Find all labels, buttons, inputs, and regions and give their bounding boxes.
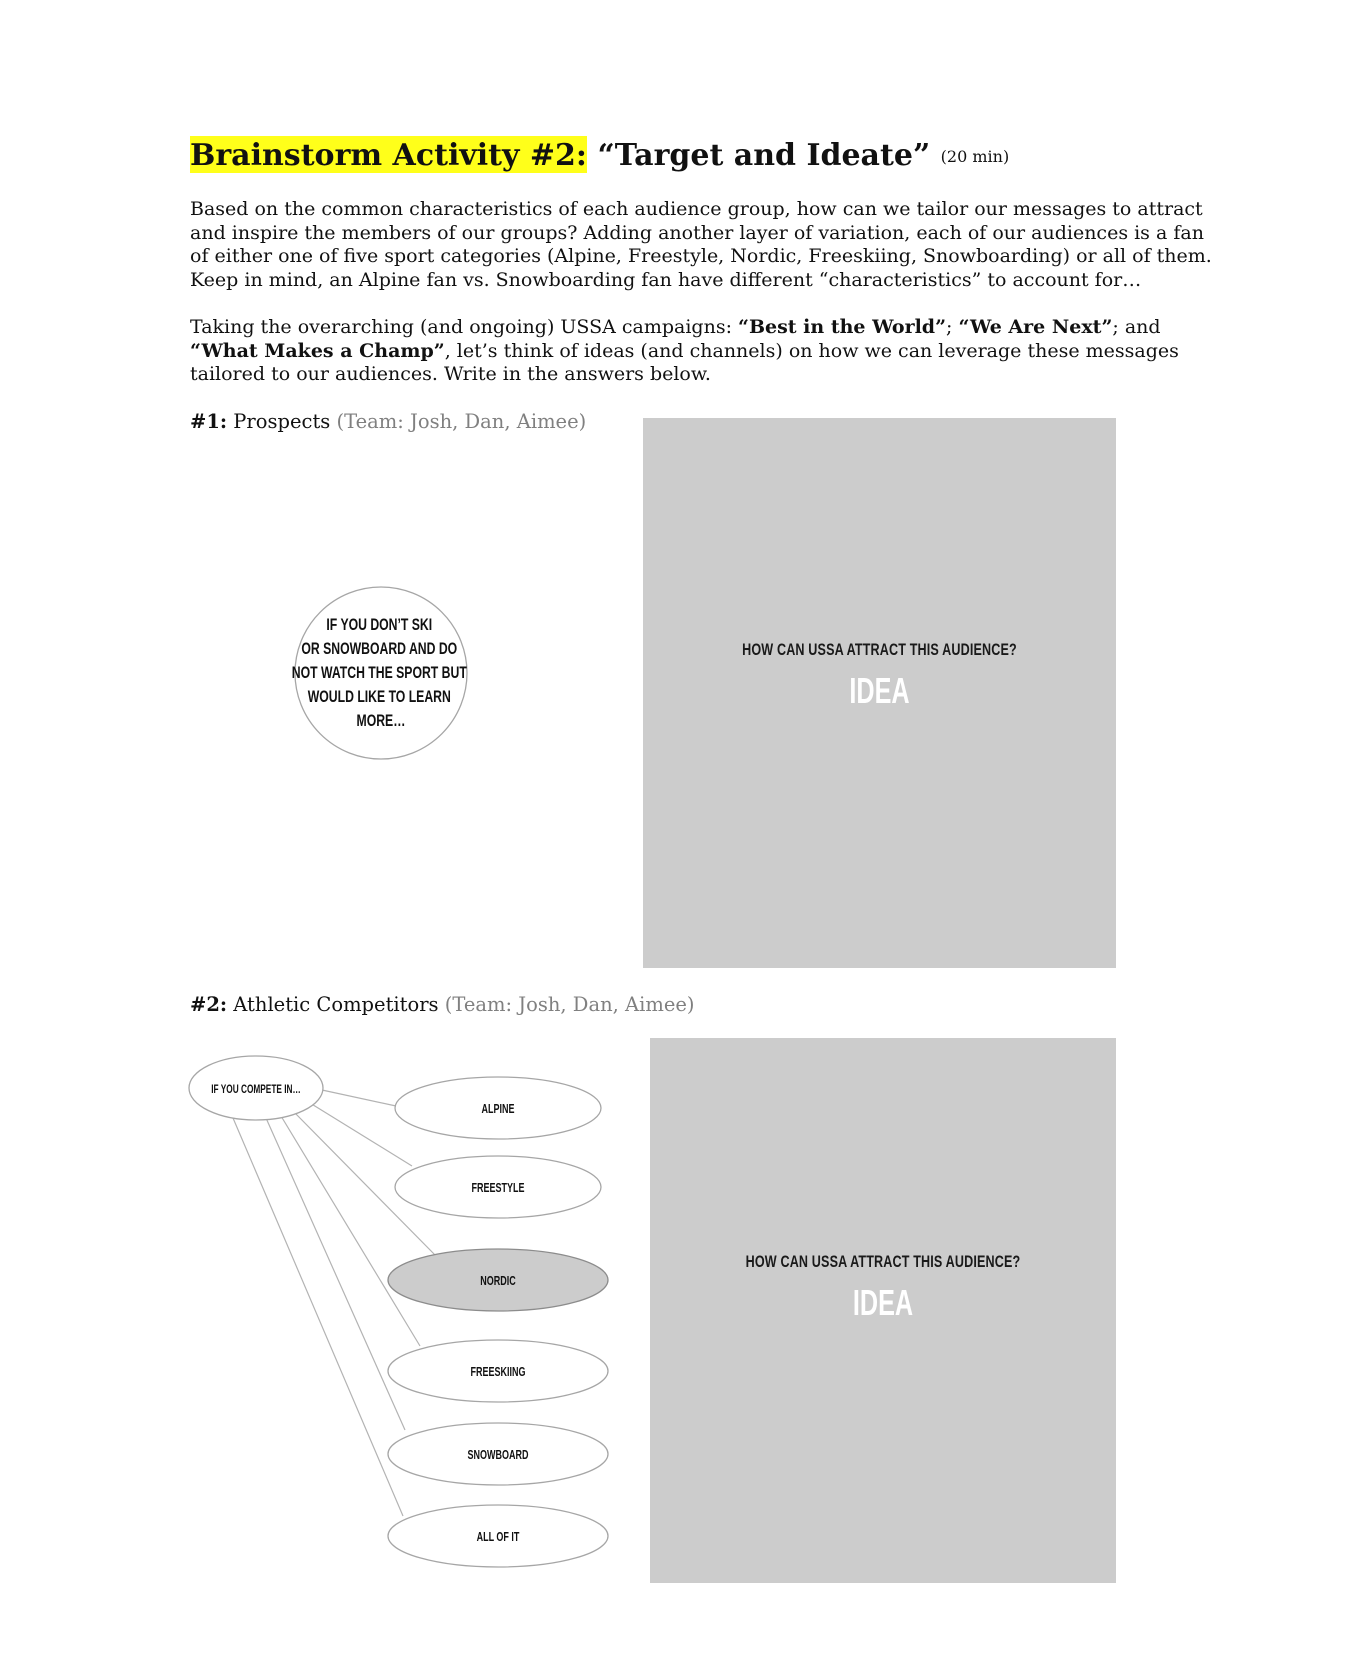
section-prospects-name: Prospects [227, 410, 337, 433]
connector-alpine [322, 1090, 396, 1106]
option-freestyle[interactable] [395, 1156, 601, 1218]
section-competitors-name: Athletic Competitors [227, 993, 445, 1016]
option-nordic[interactable] [388, 1249, 608, 1311]
option-freeskiing[interactable] [388, 1340, 608, 1402]
section-competitors-team: (Team: Josh, Dan, Aimee) [444, 993, 695, 1016]
section-competitors-number: #2: [190, 993, 228, 1016]
campaigns-text-a: Taking the overarching (and ongoing) USSA campaigns: [190, 316, 739, 338]
option-alpine-label: ALPINE [481, 1102, 515, 1117]
campaigns-text-c: ; and [1112, 316, 1161, 338]
competitors-root-node [189, 1056, 323, 1120]
connector-snowboard [266, 1118, 405, 1430]
campaign-we-are-next: “We Are Next” [958, 316, 1113, 338]
activity-duration: (20 min) [940, 147, 1010, 166]
option-freeskiing-label: FREESKIING [470, 1365, 526, 1380]
campaigns-text-d: , let’s think of ideas (and channels) on how we can leverage these messages tailored to our audiences. Write in the answers below. [190, 339, 1179, 385]
bubble-line-3: NOT WATCH THE SPORT BUT [291, 664, 467, 683]
option-alpine[interactable] [395, 1077, 601, 1139]
campaigns-text-b: ; [946, 316, 959, 338]
competitors-panel-question: HOW CAN USSA ATTRACT THIS AUDIENCE? [745, 1252, 1021, 1271]
option-snowboard-label: SNOWBOARD [467, 1448, 529, 1463]
root-label: IF YOU COMPETE IN… [211, 1083, 301, 1097]
option-all-of-it-label: ALL OF IT [476, 1530, 520, 1545]
activity-title: “Target and Ideate” [597, 138, 931, 173]
section-prospects-number: #1: [190, 410, 228, 433]
bubble-line-2: OR SNOWBOARD AND DO [301, 640, 458, 659]
competitors-panel-idea: IDEA [852, 1282, 914, 1323]
option-freestyle-label: FREESTYLE [471, 1181, 525, 1196]
activity-label: Brainstorm Activity #2: [190, 138, 588, 173]
intro-paragraph: Based on the common characteristics of each audience group, how can we tailor our messages to attract and inspire the members of our groups? Adding another layer of variation, each of our audiences is a fan of either one of five sport categories (Alpine, Freestyle, Nordic, Freeskiing, Snowboarding) or all of them. Keep in mind, an Alpine fan vs. Snowboarding fan have different “characteristics” to account for… [190, 198, 1212, 291]
bubble-line-5: MORE… [356, 712, 406, 731]
connector-freeskiing [281, 1116, 420, 1346]
option-snowboard[interactable] [388, 1423, 608, 1485]
prospects-panel-question: HOW CAN USSA ATTRACT THIS AUDIENCE? [742, 640, 1017, 659]
campaign-best-in-the-world: “Best in the World” [738, 316, 947, 338]
option-all-of-it[interactable] [388, 1505, 608, 1567]
section-prospects-team: (Team: Josh, Dan, Aimee) [336, 410, 587, 433]
prospects-bubble [292, 587, 470, 759]
campaign-what-makes-a-champ: “What Makes a Champ” [190, 339, 445, 362]
prospects-panel-idea: IDEA [849, 670, 910, 711]
bubble-line-1: IF YOU DON’T SKI [326, 616, 433, 635]
bubble-line-4: WOULD LIKE TO LEARN [307, 688, 451, 707]
option-nordic-label: NORDIC [480, 1274, 516, 1289]
